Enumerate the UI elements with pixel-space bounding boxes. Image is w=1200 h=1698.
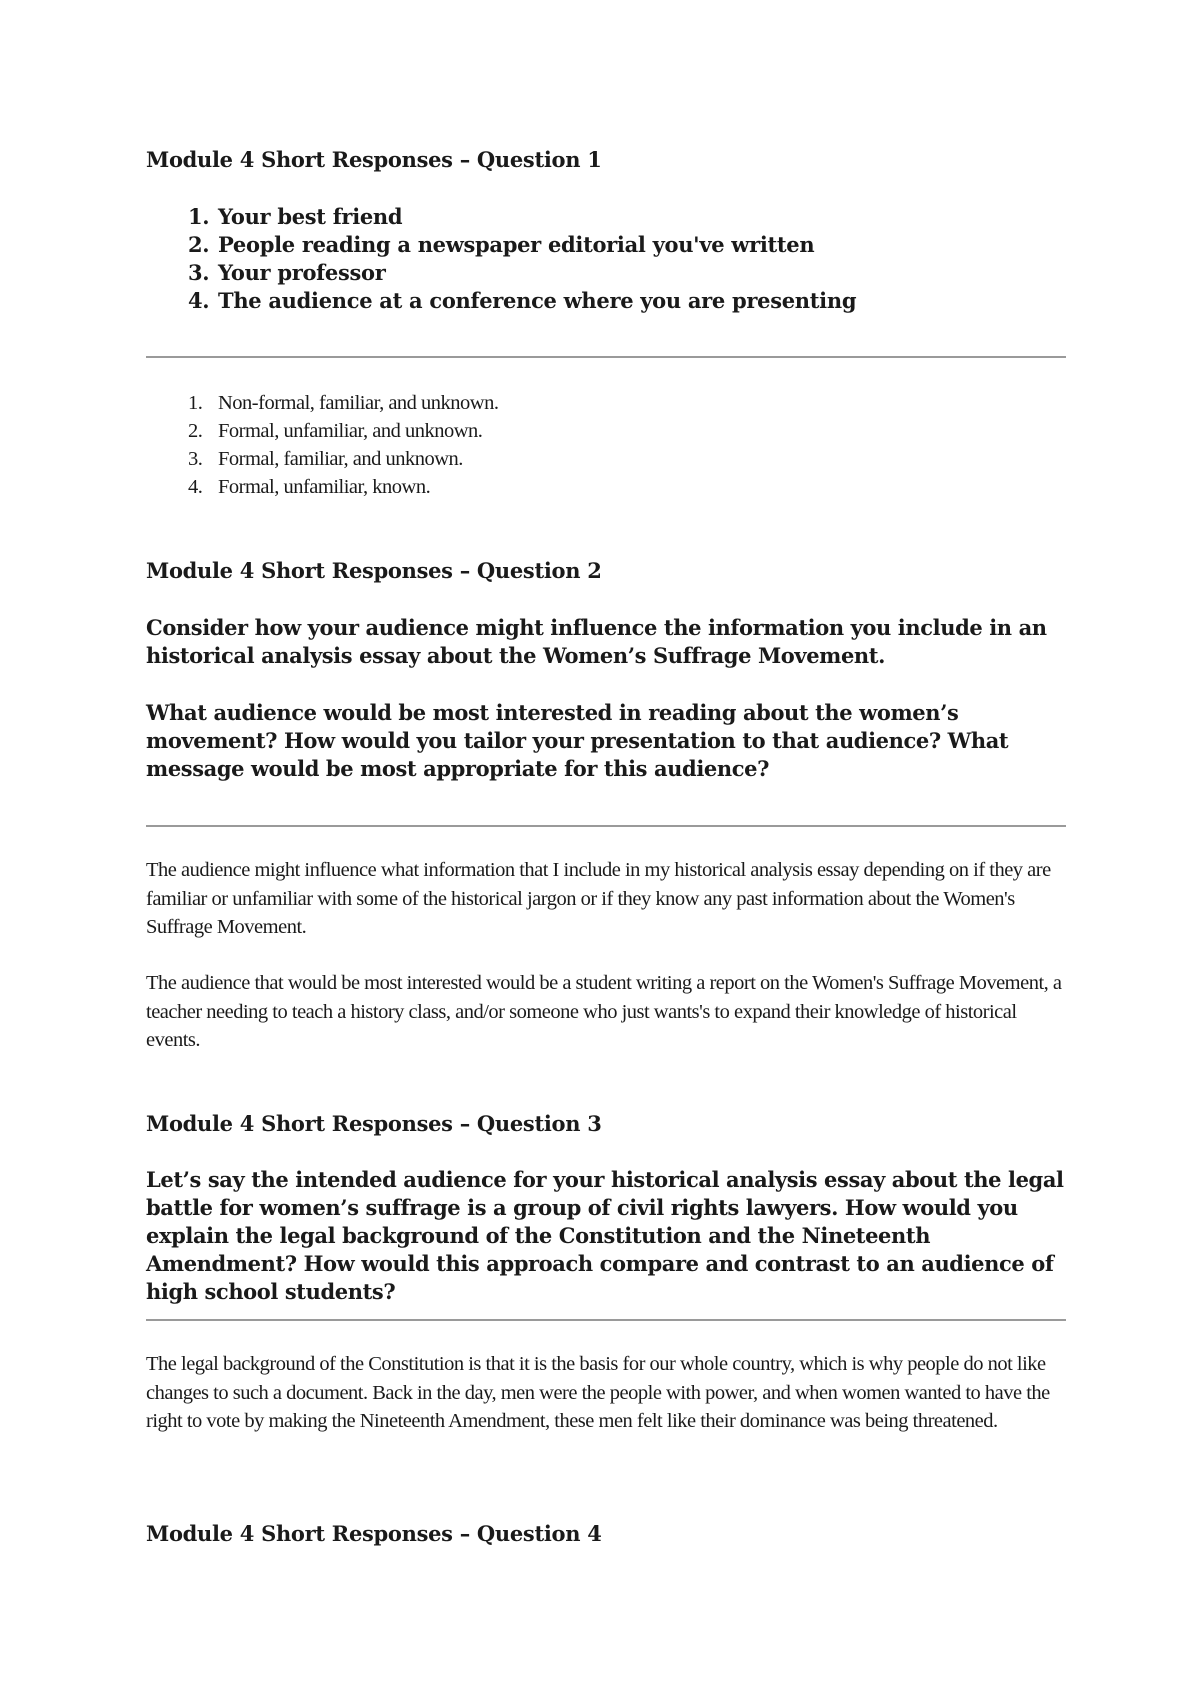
q2-prompt-2: What audience would be most interested in reading about the women’s movement? How would you tailor your presentation to that audience? What message would be most appropriate for this audience?	[146, 700, 1009, 781]
list-item: 1. Non-formal, familiar, and unknown.	[188, 392, 499, 414]
list-item: 3. Your professor	[188, 260, 386, 285]
q2-heading: Module 4 Short Responses – Question 2	[146, 558, 602, 583]
q4-heading: Module 4 Short Responses – Question 4	[146, 1521, 602, 1546]
q1-prompt-list	[146, 203, 1066, 315]
list-item: 2. Formal, unfamiliar, and unknown.	[188, 420, 483, 442]
list-item: 2. People reading a newspaper editorial you've written	[188, 232, 815, 257]
divider	[146, 825, 1066, 827]
q1-answer-list	[146, 389, 1066, 501]
q3-prompt: Let’s say the intended audience for your historical analysis essay about the legal battle for women’s suffrage is a group of civil rights lawyers. How would you explain the legal background of the Constitution and the Nineteenth Amendment? How would this approach compare and contrast to an audience of high school students?	[146, 1167, 1064, 1304]
q3-answer: The legal background of the Constitution is that it is the basis for our whole country, which is why people do not like changes to such a document. Back in the day, men were the people with power, and when women wanted to have the right to vote by making the Nineteenth Amendment, these men felt like their dominance was being threatened.	[146, 1353, 1050, 1432]
q2-answer-2: The audience that would be most interested would be a student writing a report on the Women's Suffrage Movement, a teacher needing to teach a history class, and/or someone who just wants's to expand their knowledge of historical events.	[146, 972, 1062, 1051]
q1-heading: Module 4 Short Responses – Question 1	[146, 147, 602, 172]
list-item: 4. Formal, unfamiliar, known.	[188, 476, 431, 498]
q2-prompt-1: Consider how your audience might influence the information you include in an historical analysis essay about the Women’s Suffrage Movement.	[146, 615, 1047, 668]
list-item: 1. Your best friend	[188, 204, 403, 229]
divider	[146, 356, 1066, 358]
list-item: 3. Formal, familiar, and unknown.	[188, 448, 463, 470]
list-item: 4. The audience at a conference where you are presenting	[188, 288, 857, 313]
divider	[146, 1319, 1066, 1321]
q2-answer-1: The audience might influence what information that I include in my historical analysis essay depending on if they are familiar or unfamiliar with some of the historical jargon or if they know any past information about the Women's Suffrage Movement.	[146, 859, 1051, 938]
q3-heading: Module 4 Short Responses – Question 3	[146, 1111, 602, 1136]
